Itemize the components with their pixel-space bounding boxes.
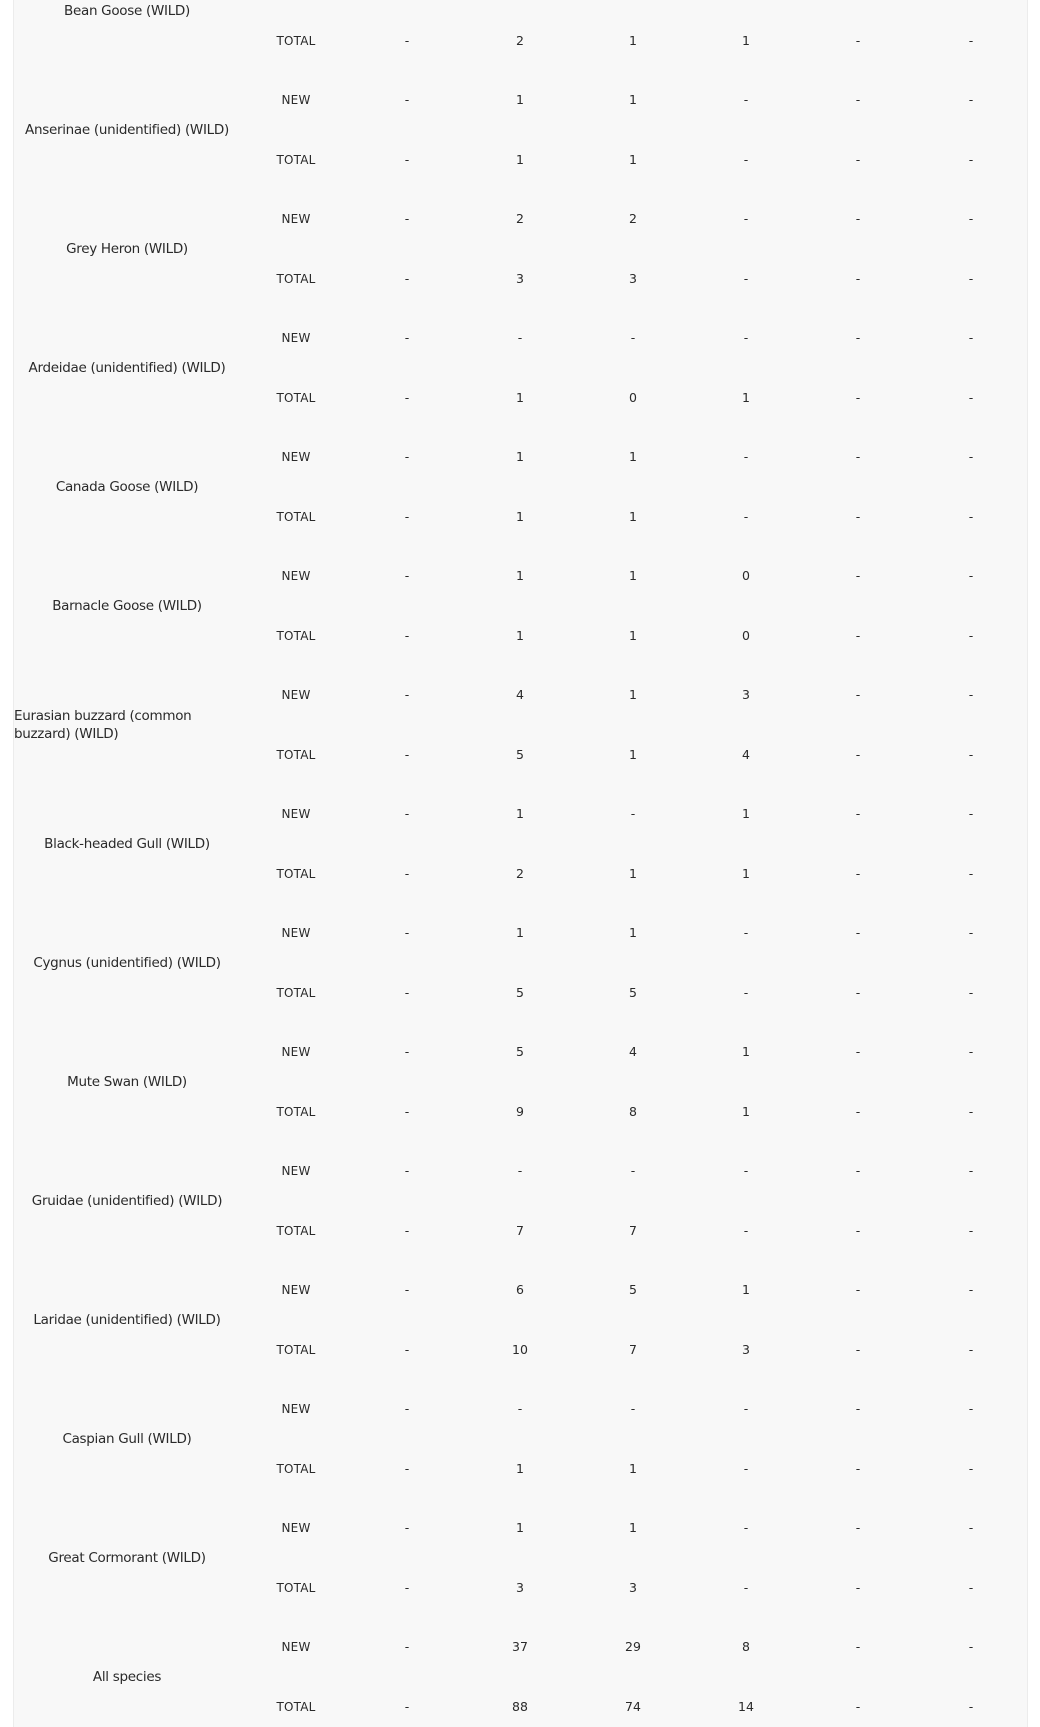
value-cell: 3 (516, 1580, 524, 1595)
value-cell: 1 (516, 1520, 524, 1535)
value-cell: 4 (629, 1044, 637, 1059)
value-cell: - (855, 1520, 861, 1535)
new-cases-row (14, 1518, 1027, 1538)
new-cases-row (14, 90, 1027, 110)
total-cases-row (14, 269, 1027, 289)
value-cell: - (404, 1401, 410, 1416)
value-cell: 3 (516, 271, 524, 286)
value-cell: - (968, 747, 974, 762)
species-name: Anserinae (unidentified) (WILD) (25, 122, 229, 138)
value-cell: - (404, 628, 410, 643)
value-cell: - (855, 1282, 861, 1297)
value-cell: 2 (516, 33, 524, 48)
total-cases-row (14, 1340, 1027, 1360)
value-cell: 1 (742, 806, 750, 821)
value-cell: - (404, 1461, 410, 1476)
value-cell: - (404, 271, 410, 286)
row-type-label: NEW (281, 331, 311, 345)
value-cell: - (968, 1520, 974, 1535)
value-cell: - (855, 1580, 861, 1595)
value-cell: - (404, 330, 410, 345)
row-type-label: NEW (281, 688, 311, 702)
value-cell: - (968, 1639, 974, 1654)
value-cell: - (743, 925, 749, 940)
value-cell: - (968, 1104, 974, 1119)
value-cell: 2 (629, 211, 637, 226)
row-type-label: TOTAL (276, 1700, 316, 1714)
value-cell: - (855, 1104, 861, 1119)
value-cell: 5 (629, 1282, 637, 1297)
value-cell: 3 (629, 1580, 637, 1595)
value-cell: - (968, 92, 974, 107)
species-name: Mute Swan (WILD) (67, 1074, 187, 1090)
value-cell: - (404, 449, 410, 464)
value-cell: - (855, 568, 861, 583)
value-cell: 1 (629, 509, 637, 524)
value-cell: - (743, 1461, 749, 1476)
value-cell: - (855, 1639, 861, 1654)
value-cell: 7 (516, 1223, 524, 1238)
value-cell: 1 (742, 33, 750, 48)
value-cell: - (968, 866, 974, 881)
row-type-label: TOTAL (276, 34, 316, 48)
value-cell: - (404, 1104, 410, 1119)
value-cell: - (968, 271, 974, 286)
value-cell: 1 (629, 1520, 637, 1535)
value-cell: - (968, 1461, 974, 1476)
value-cell: - (855, 1044, 861, 1059)
value-cell: - (743, 1163, 749, 1178)
value-cell: 9 (516, 1104, 524, 1119)
value-cell: 29 (625, 1639, 641, 1654)
species-name: Grey Heron (WILD) (66, 241, 188, 257)
value-cell: 7 (629, 1223, 637, 1238)
value-cell: 0 (742, 568, 750, 583)
row-type-label: NEW (281, 212, 311, 226)
total-cases-row (14, 507, 1027, 527)
value-cell: - (743, 985, 749, 1000)
value-cell: 1 (742, 866, 750, 881)
value-cell: - (404, 925, 410, 940)
value-cell: 1 (516, 390, 524, 405)
value-cell: - (855, 271, 861, 286)
total-cases-row (14, 864, 1027, 884)
value-cell: - (968, 330, 974, 345)
value-cell: 14 (738, 1699, 754, 1714)
total-cases-row (14, 150, 1027, 170)
value-cell: 1 (629, 33, 637, 48)
value-cell: 7 (629, 1342, 637, 1357)
value-cell: - (968, 509, 974, 524)
value-cell: - (517, 330, 523, 345)
row-type-label: TOTAL (276, 629, 316, 643)
value-cell: 2 (516, 211, 524, 226)
value-cell: 3 (742, 687, 750, 702)
value-cell: - (630, 1163, 636, 1178)
value-cell: - (855, 806, 861, 821)
new-cases-row (14, 923, 1027, 943)
value-cell: 1 (742, 1104, 750, 1119)
total-cases-row (14, 626, 1027, 646)
value-cell: - (855, 390, 861, 405)
value-cell: - (968, 985, 974, 1000)
value-cell: 1 (742, 1282, 750, 1297)
row-type-label: NEW (281, 1640, 311, 1654)
new-cases-row (14, 1042, 1027, 1062)
value-cell: 1 (629, 628, 637, 643)
new-cases-row (14, 209, 1027, 229)
value-cell: 1 (516, 568, 524, 583)
value-cell: - (517, 1401, 523, 1416)
row-type-label: NEW (281, 1164, 311, 1178)
value-cell: - (855, 1223, 861, 1238)
species-name: Cygnus (unidentified) (WILD) (33, 955, 221, 971)
value-cell: 1 (629, 747, 637, 762)
value-cell: - (968, 390, 974, 405)
new-cases-row (14, 1399, 1027, 1419)
species-table-body (14, 0, 1027, 1727)
species-name: Black-headed Gull (WILD) (44, 836, 210, 852)
species-name: Caspian Gull (WILD) (62, 1431, 192, 1447)
value-cell: - (855, 985, 861, 1000)
row-type-label: TOTAL (276, 986, 316, 1000)
species-name: Gruidae (unidentified) (WILD) (31, 1193, 223, 1209)
row-type-label: TOTAL (276, 391, 316, 405)
value-cell: - (404, 687, 410, 702)
total-cases-row (14, 1697, 1027, 1717)
total-cases-row (14, 1459, 1027, 1479)
value-cell: - (855, 1342, 861, 1357)
value-cell: - (855, 509, 861, 524)
value-cell: - (404, 1223, 410, 1238)
value-cell: 8 (629, 1104, 637, 1119)
value-cell: - (743, 92, 749, 107)
value-cell: 3 (742, 1342, 750, 1357)
value-cell: 0 (742, 628, 750, 643)
value-cell: - (404, 866, 410, 881)
value-cell: - (404, 92, 410, 107)
value-cell: - (968, 1699, 974, 1714)
value-cell: - (404, 1520, 410, 1535)
value-cell: 1 (629, 449, 637, 464)
value-cell: 1 (516, 925, 524, 940)
value-cell: 6 (516, 1282, 524, 1297)
value-cell: 1 (629, 92, 637, 107)
new-cases-row (14, 804, 1027, 824)
value-cell: - (968, 1163, 974, 1178)
value-cell: - (855, 1699, 861, 1714)
row-type-label: NEW (281, 450, 311, 464)
value-cell: - (968, 1223, 974, 1238)
value-cell: 1 (516, 449, 524, 464)
value-cell: - (968, 449, 974, 464)
value-cell: - (404, 1342, 410, 1357)
value-cell: - (404, 568, 410, 583)
value-cell: - (968, 806, 974, 821)
value-cell: - (630, 330, 636, 345)
total-cases-row (14, 983, 1027, 1003)
value-cell: 1 (629, 866, 637, 881)
row-type-label: TOTAL (276, 153, 316, 167)
value-cell: - (855, 1163, 861, 1178)
species-name: Canada Goose (WILD) (55, 479, 199, 495)
value-cell: 1 (629, 925, 637, 940)
value-cell: - (404, 1639, 410, 1654)
value-cell: - (968, 1401, 974, 1416)
total-cases-row (14, 31, 1027, 51)
total-cases-row (14, 1221, 1027, 1241)
value-cell: - (855, 866, 861, 881)
value-cell: 5 (516, 985, 524, 1000)
row-type-label: TOTAL (276, 1343, 316, 1357)
value-cell: 1 (742, 1044, 750, 1059)
value-cell: - (743, 152, 749, 167)
value-cell: - (968, 1580, 974, 1595)
value-cell: - (517, 1163, 523, 1178)
value-cell: 2 (516, 866, 524, 881)
value-cell: 1 (516, 1461, 524, 1476)
value-cell: - (968, 152, 974, 167)
value-cell: - (404, 806, 410, 821)
value-cell: - (968, 687, 974, 702)
value-cell: 1 (629, 568, 637, 583)
outbreak-table-panel (13, 0, 1028, 1727)
value-cell: 1 (742, 390, 750, 405)
value-cell: - (404, 33, 410, 48)
row-type-label: NEW (281, 807, 311, 821)
row-type-label: NEW (281, 1283, 311, 1297)
value-cell: 1 (516, 152, 524, 167)
value-cell: - (855, 925, 861, 940)
value-cell: - (855, 1461, 861, 1476)
value-cell: - (968, 568, 974, 583)
value-cell: - (743, 1223, 749, 1238)
row-type-label: TOTAL (276, 510, 316, 524)
value-cell: - (855, 33, 861, 48)
new-cases-row (14, 685, 1027, 705)
new-cases-row (14, 328, 1027, 348)
species-name: Eurasian buzzard (common buzzard) (WILD) (14, 708, 192, 742)
row-type-label: TOTAL (276, 867, 316, 881)
value-cell: - (743, 509, 749, 524)
row-type-label: TOTAL (276, 272, 316, 286)
value-cell: 4 (742, 747, 750, 762)
value-cell: 1 (516, 92, 524, 107)
value-cell: - (968, 211, 974, 226)
value-cell: - (855, 330, 861, 345)
value-cell: 10 (512, 1342, 528, 1357)
row-type-label: NEW (281, 926, 311, 940)
value-cell: - (855, 449, 861, 464)
total-cases-row (14, 1578, 1027, 1598)
row-type-label: TOTAL (276, 1224, 316, 1238)
value-cell: 1 (629, 1461, 637, 1476)
new-cases-row (14, 1280, 1027, 1300)
value-cell: - (630, 806, 636, 821)
row-type-label: NEW (281, 1402, 311, 1416)
row-type-label: NEW (281, 1521, 311, 1535)
row-type-label: NEW (281, 93, 311, 107)
new-cases-row (14, 1637, 1027, 1657)
value-cell: 5 (629, 985, 637, 1000)
value-cell: - (404, 1163, 410, 1178)
value-cell: 1 (516, 509, 524, 524)
value-cell: 37 (512, 1639, 528, 1654)
value-cell: - (855, 628, 861, 643)
value-cell: 5 (516, 747, 524, 762)
value-cell: - (404, 1044, 410, 1059)
value-cell: - (404, 1580, 410, 1595)
species-name: Great Cormorant (WILD) (48, 1550, 206, 1566)
value-cell: - (855, 687, 861, 702)
value-cell: - (630, 1401, 636, 1416)
value-cell: - (404, 1282, 410, 1297)
value-cell: - (855, 1401, 861, 1416)
value-cell: - (404, 1699, 410, 1714)
value-cell: - (404, 390, 410, 405)
row-type-label: TOTAL (276, 1462, 316, 1476)
value-cell: 8 (742, 1639, 750, 1654)
value-cell: - (743, 1580, 749, 1595)
value-cell: - (968, 1342, 974, 1357)
value-cell: - (404, 152, 410, 167)
species-name: All species (92, 1669, 162, 1685)
value-cell: 1 (629, 152, 637, 167)
total-cases-row (14, 1102, 1027, 1122)
value-cell: - (404, 985, 410, 1000)
value-cell: - (855, 92, 861, 107)
value-cell: - (968, 628, 974, 643)
value-cell: 0 (629, 390, 637, 405)
species-name: Laridae (unidentified) (WILD) (33, 1312, 221, 1328)
value-cell: - (855, 152, 861, 167)
value-cell: - (968, 1044, 974, 1059)
value-cell: - (404, 747, 410, 762)
total-cases-row (14, 745, 1027, 765)
value-cell: - (743, 330, 749, 345)
value-cell: - (404, 509, 410, 524)
value-cell: 88 (512, 1699, 528, 1714)
row-type-label: TOTAL (276, 1581, 316, 1595)
species-name: Ardeidae (unidentified) (WILD) (28, 360, 226, 376)
row-type-label: NEW (281, 569, 311, 583)
value-cell: - (968, 925, 974, 940)
value-cell: - (743, 1401, 749, 1416)
value-cell: - (743, 211, 749, 226)
new-cases-row (14, 1161, 1027, 1181)
value-cell: 1 (516, 806, 524, 821)
value-cell: 1 (516, 628, 524, 643)
value-cell: - (968, 33, 974, 48)
value-cell: 4 (516, 687, 524, 702)
value-cell: 74 (625, 1699, 641, 1714)
row-type-label: TOTAL (276, 748, 316, 762)
value-cell: - (855, 211, 861, 226)
new-cases-row (14, 566, 1027, 586)
value-cell: 1 (629, 687, 637, 702)
value-cell: - (968, 1282, 974, 1297)
row-type-label: TOTAL (276, 1105, 316, 1119)
total-cases-row (14, 388, 1027, 408)
value-cell: - (743, 449, 749, 464)
row-type-label: NEW (281, 1045, 311, 1059)
value-cell: 3 (629, 271, 637, 286)
value-cell: - (404, 211, 410, 226)
new-cases-row (14, 447, 1027, 467)
species-name: Bean Goose (WILD) (64, 3, 190, 19)
value-cell: - (855, 747, 861, 762)
value-cell: - (743, 1520, 749, 1535)
species-name: Barnacle Goose (WILD) (52, 598, 202, 614)
value-cell: - (743, 271, 749, 286)
value-cell: 5 (516, 1044, 524, 1059)
